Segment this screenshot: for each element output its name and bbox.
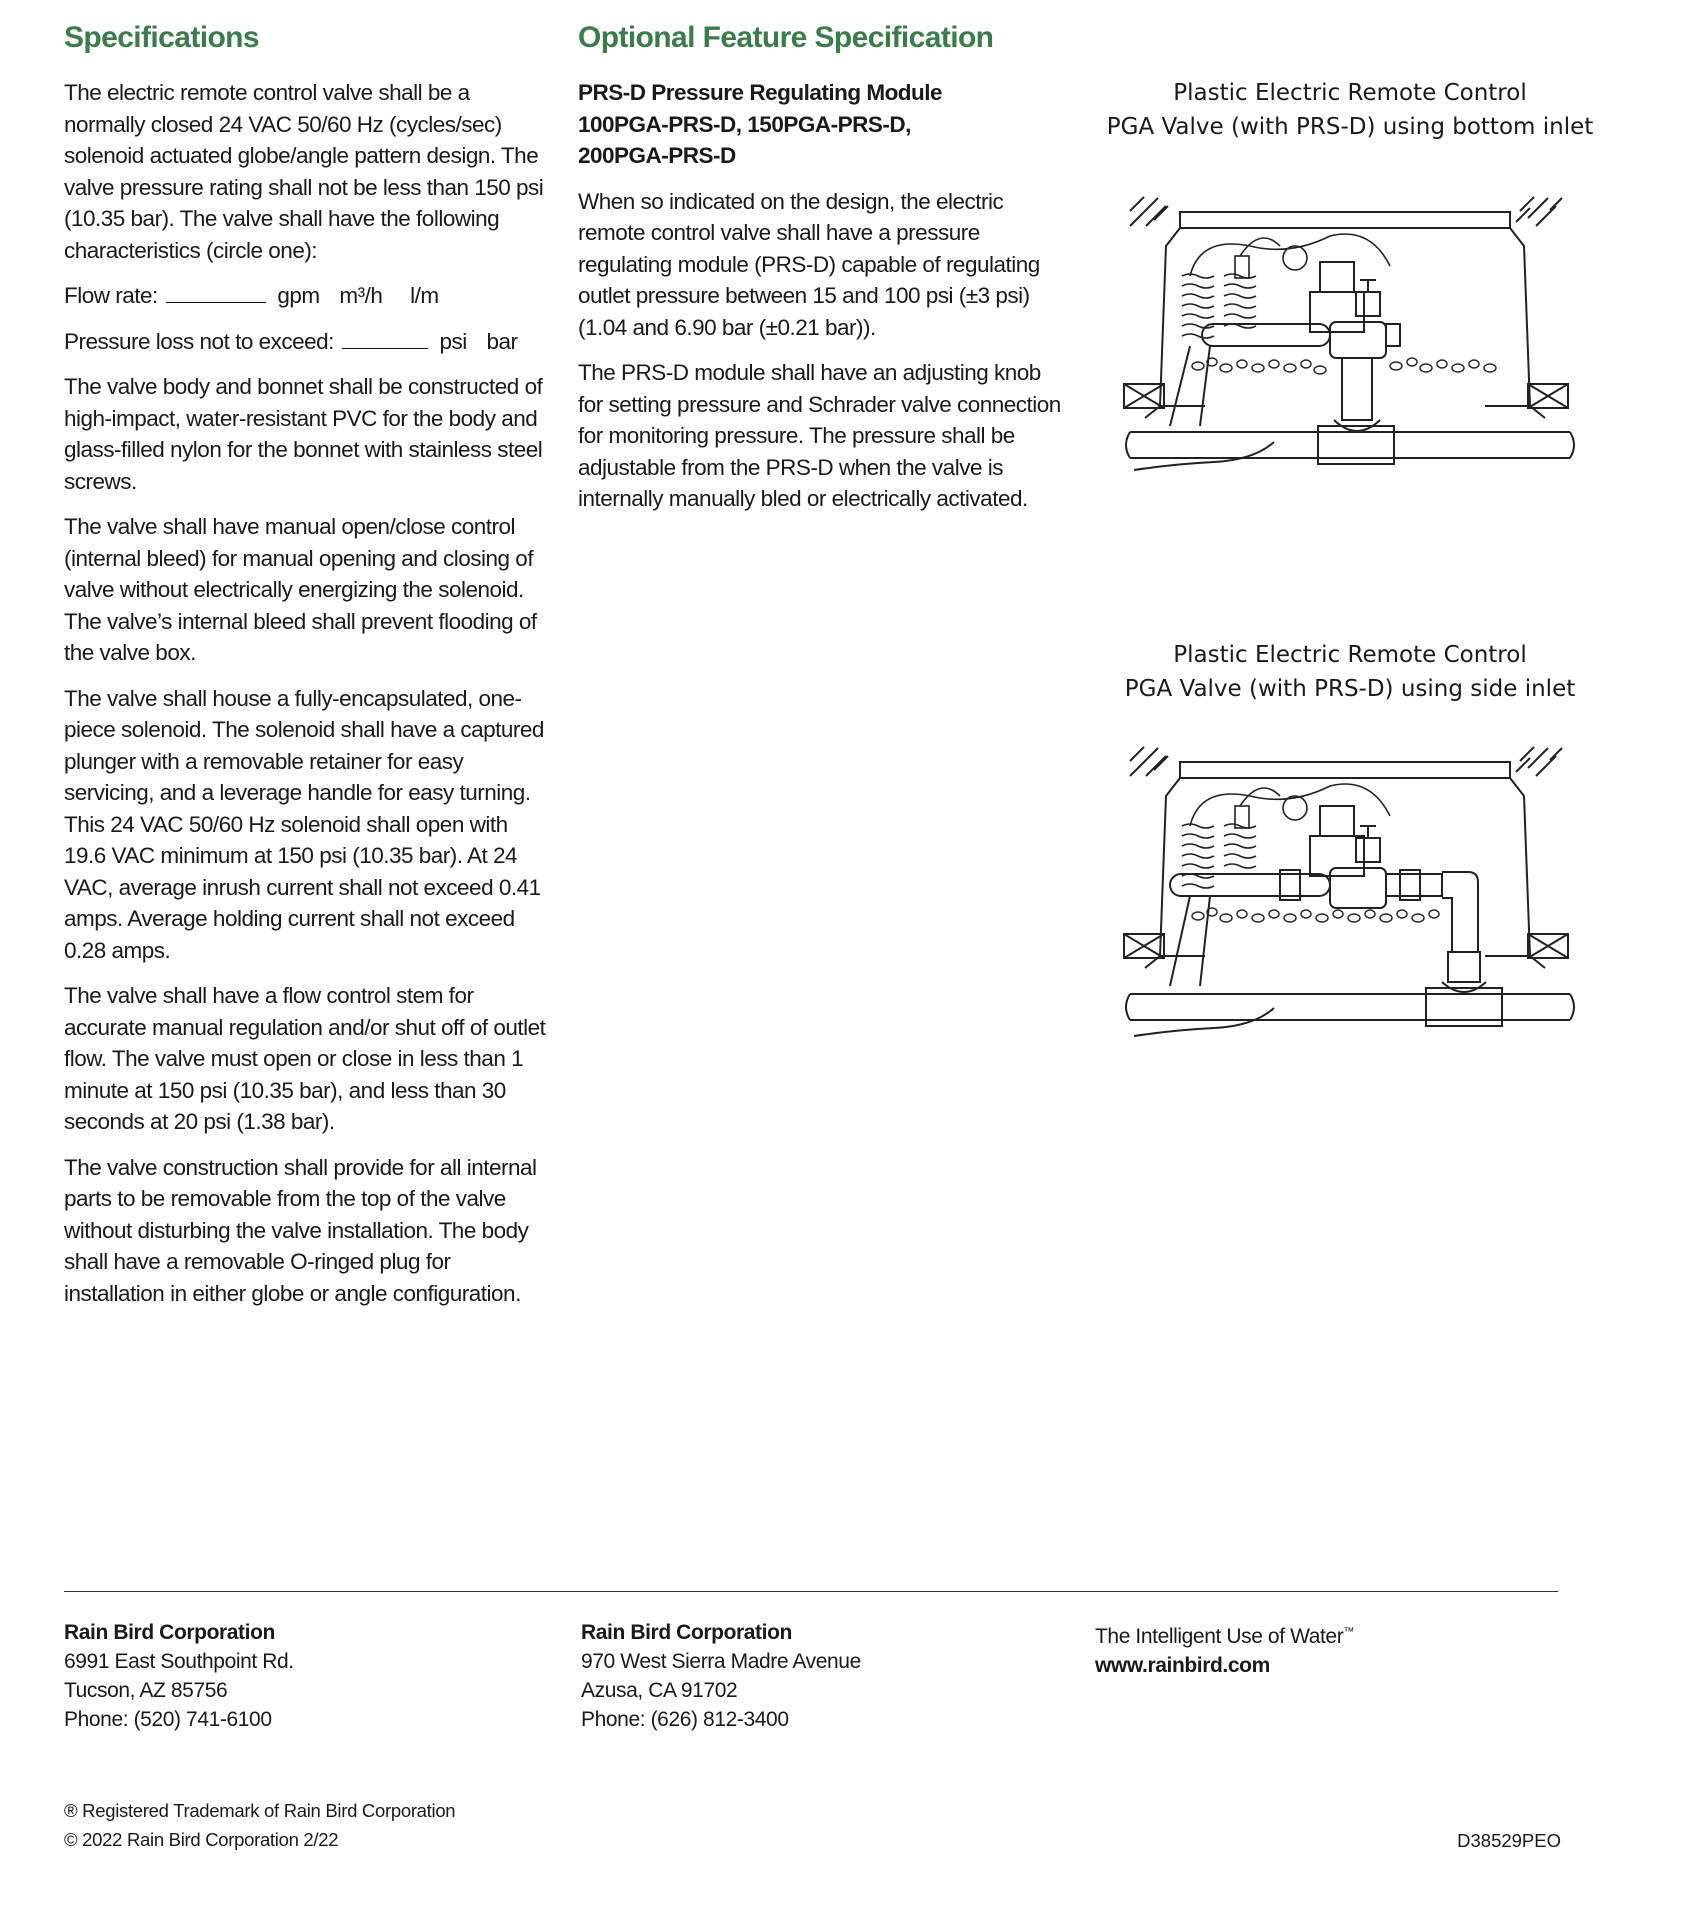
- flow-unit-gpm: gpm: [277, 283, 320, 308]
- subhead-line: 100PGA-PRS-D, 150PGA-PRS-D,: [578, 111, 911, 137]
- pressure-unit-bar: bar: [486, 328, 518, 354]
- flow-rate-blank: [166, 280, 266, 303]
- legal-notice: [64, 1796, 455, 1854]
- flow-rate-line: [64, 280, 554, 312]
- figure-caption-bottom-inlet: [1085, 76, 1615, 144]
- spec-paragraph: The valve body and bonnet shall be constructed of high-impact, water-resistant PVC for the body and glass-filled nylon for the bonnet with stainless steel screws.: [64, 374, 543, 494]
- copyright-notice: © 2022 Rain Bird Corporation 2/22: [64, 1829, 339, 1850]
- figure-caption-side-inlet: [1085, 638, 1615, 706]
- valve-diagram-bottom-inlet: [1120, 196, 1580, 526]
- phone-number: Phone: (520) 741-6100: [64, 1708, 272, 1731]
- street-address: 970 West Sierra Madre Avenue: [581, 1650, 861, 1673]
- subhead-line: PRS-D Pressure Regulating Module: [578, 80, 943, 105]
- gravel: [1192, 358, 1496, 374]
- city-state-zip: Tucson, AZ 85756: [64, 1679, 228, 1702]
- footer-divider: [64, 1591, 1558, 1592]
- subhead-line: 200PGA-PRS-D: [578, 143, 736, 168]
- caption-line: PGA Valve (with PRS-D) using bottom inlet: [1106, 114, 1594, 140]
- website-link[interactable]: www.rainbird.com: [1095, 1654, 1270, 1677]
- spec-paragraph: The valve shall have manual open/close control (internal bleed) for manual opening and closing of valve without electrically energizing the solenoid. The valve’s internal bleed shall prevent flooding of the valve box.: [64, 514, 537, 665]
- support-blocks: [1124, 384, 1568, 408]
- supply-pipe: [1126, 896, 1574, 1036]
- optional-paragraph: The PRS-D module shall have an adjusting knob for setting pressure and Schrader valve connection for monitoring pressure. The pressure shall be adjustable from the PRS-D when the valve is internally manually bled or electrically activated.: [578, 360, 1061, 511]
- optional-feature-column: [578, 18, 1068, 529]
- pressure-loss-label: Pressure loss not to exceed:: [64, 328, 334, 354]
- trademark-symbol: ™: [1343, 1626, 1354, 1638]
- valve-body: [1202, 262, 1400, 431]
- valve-body: [1170, 806, 1486, 992]
- city-state-zip: Azusa, CA 91702: [581, 1679, 738, 1702]
- spec-paragraph: The valve shall house a fully-encapsulated, one-piece solenoid. The solenoid shall have a captured plunger with a removable retainer for easy servicing, and a leverage handle for easy turning. This 24 VAC 50/60 Hz solenoid shall open with 19.6 VAC minimum at 150 psi (10.35 bar). At 24 VAC, average inrush current shall not exceed 0.41 amps. Average holding current shall not exceed 0.28 amps.: [64, 685, 544, 963]
- footer-tagline-block: [1095, 1618, 1354, 1680]
- street-address: 6991 East Southpoint Rd.: [64, 1650, 294, 1673]
- company-name: Rain Bird Corporation: [581, 1621, 792, 1644]
- trademark-notice: ® Registered Trademark of Rain Bird Corporation: [64, 1800, 456, 1821]
- pressure-loss-blank: [342, 326, 428, 349]
- spec-paragraph: The valve shall have a flow control stem for accurate manual regulation and/or shut off of outlet flow. The valve must open or close in less than 1 minute at 150 psi (10.35 bar), and less than 30 seconds at 20 psi (1.38 bar).: [64, 983, 546, 1134]
- specifications-column: [64, 18, 554, 1323]
- footer-address-tucson: [64, 1618, 294, 1734]
- support-blocks: [1124, 934, 1568, 958]
- specifications-heading: Specifications: [64, 21, 259, 54]
- pressure-loss-line: [64, 326, 554, 358]
- tagline: [1095, 1618, 1354, 1651]
- optional-paragraph: When so indicated on the design, the electric remote control valve shall have a pressure regulating module (PRS-D) capable of regulating outlet pressure between 15 and 100 psi (±3 psi) (1.04 and 6.90 bar (±0.21 bar)).: [578, 188, 1040, 340]
- gravel: [1192, 908, 1439, 922]
- tagline-text: The Intelligent Use of Water: [1095, 1625, 1344, 1648]
- caption-line: PGA Valve (with PRS-D) using side inlet: [1124, 676, 1576, 702]
- flow-unit-m3h: m³/h: [339, 283, 383, 308]
- spec-intro: The electric remote control valve shall be a normally closed 24 VAC 50/60 Hz (cycles/sec) solenoid actuated globe/angle pattern design. The valve pressure rating shall not be less than 150 psi (10.35 bar). The valve shall have the following characteristics (circle one):: [64, 80, 544, 263]
- pressure-unit-psi: psi: [439, 328, 467, 354]
- caption-line: Plastic Electric Remote Control: [1173, 642, 1527, 668]
- prs-d-subhead: [578, 77, 1068, 172]
- optional-feature-heading: Optional Feature Specification: [578, 21, 994, 54]
- flow-rate-label: Flow rate:: [64, 283, 158, 308]
- footer-address-azusa: [581, 1618, 861, 1734]
- caption-line: Plastic Electric Remote Control: [1173, 80, 1527, 106]
- valve-diagram-side-inlet: [1120, 746, 1580, 1076]
- company-name: Rain Bird Corporation: [64, 1621, 275, 1644]
- document-code: D38529PEO: [1457, 1830, 1561, 1851]
- flow-unit-lm: l/m: [410, 283, 439, 308]
- phone-number: Phone: (626) 812-3400: [581, 1708, 789, 1731]
- spec-paragraph: The valve construction shall provide for all internal parts to be removable from the top of the valve without disturbing the valve installation. The body shall have a removable O-ringed plug for installation in either globe or angle configuration.: [64, 1154, 537, 1306]
